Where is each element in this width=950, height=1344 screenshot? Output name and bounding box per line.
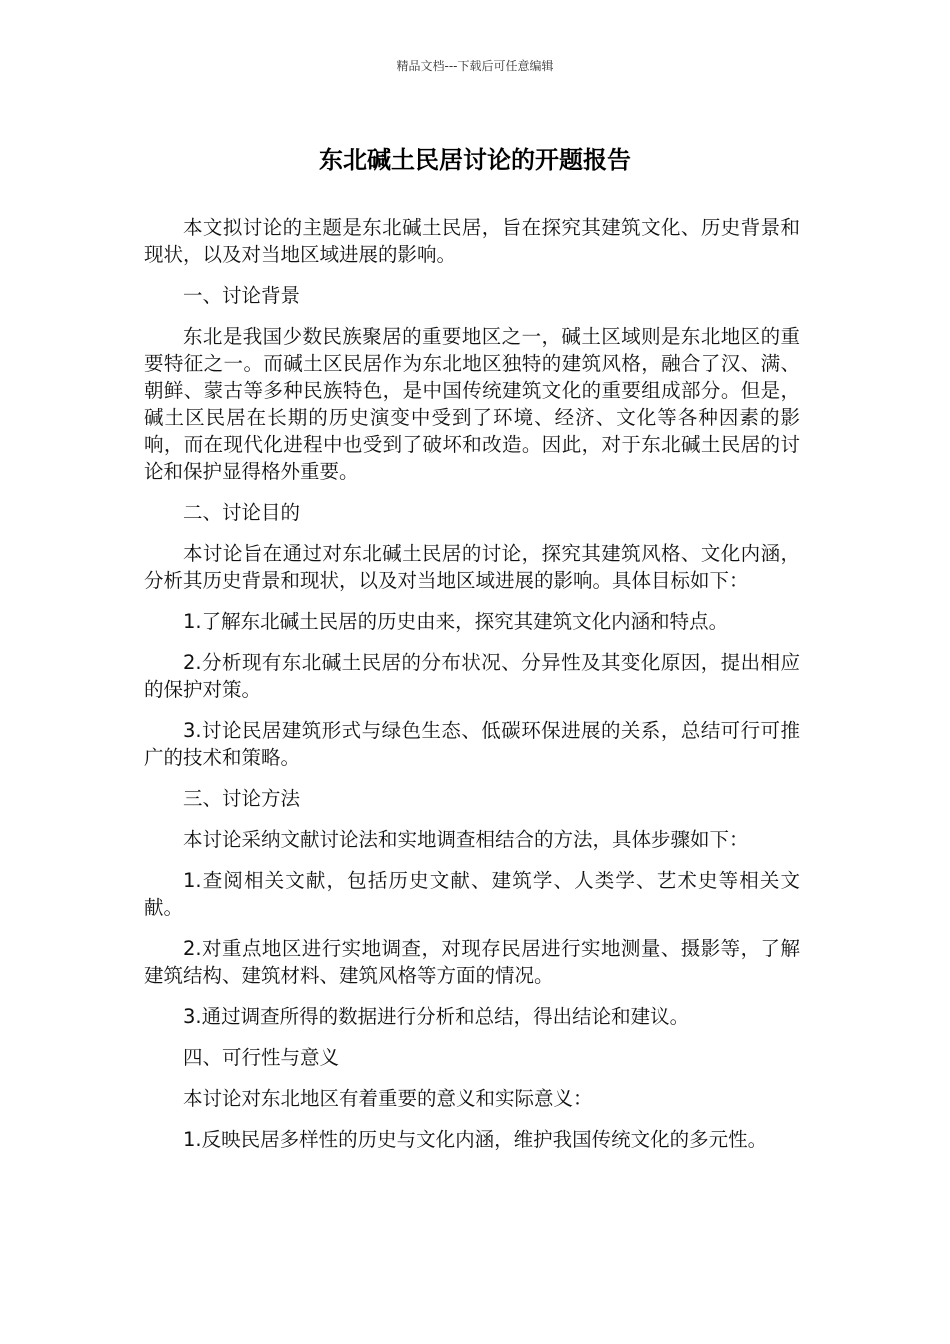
section-heading-purpose: 二、讨论目的: [183, 501, 301, 524]
method-item-1: 1.查阅相关文献，包括历史文献、建筑学、人类学、艺术史等相关文献。: [144, 869, 800, 919]
purpose-item-1: 1.了解东北碱土民居的历史由来，探究其建筑文化内涵和特点。: [183, 610, 729, 633]
section-heading-background: 一、讨论背景: [183, 284, 301, 307]
significance-item-1: 1.反映民居多样性的历史与文化内涵，维护我国传统文化的多元性。: [183, 1128, 768, 1151]
purpose-paragraph: 本讨论旨在通过对东北碱土民居的讨论，探究其建筑风格、文化内涵，分析其历史背景和现状，以及对当地区域进展的影响。具体目标如下：: [144, 542, 800, 592]
method-item-2: 2.对重点地区进行实地调查，对现存民居进行实地测量、摄影等，了解建筑结构、建筑材料、建筑风格等方面的情况。: [144, 937, 800, 987]
intro-paragraph: 本文拟讨论的主题是东北碱土民居，旨在探究其建筑文化、历史背景和现状，以及对当地区域进展的影响。: [144, 216, 800, 266]
purpose-item-3: 3.讨论民居建筑形式与绿色生态、低碳环保进展的关系，总结可行可推广的技术和策略。: [144, 719, 800, 769]
section-heading-significance: 四、可行性与意义: [183, 1046, 340, 1069]
purpose-item-2: 2.分析现有东北碱土民居的分布状况、分异性及其变化原因，提出相应的保护对策。: [144, 651, 800, 701]
method-item-3: 3.通过调查所得的数据进行分析和总结，得出结论和建议。: [183, 1005, 690, 1028]
background-paragraph: 东北是我国少数民族聚居的重要地区之一，碱土区域则是东北地区的重要特征之一。而碱土区民居作为东北地区独特的建筑风格，融合了汉、满、朝鲜、蒙古等多种民族特色，是中国传统建筑文化的重要组成部分。但是，碱土区民居在长期的历史演变中受到了环境、经济、文化等各种因素的影响，而在现代化进程中也受到了破坏和改造。因此，对于东北碱土民居的讨论和保护显得格外重要。: [144, 325, 800, 483]
section-heading-method: 三、讨论方法: [183, 787, 301, 810]
document-body: [144, 214, 800, 1167]
document-title: 东北碱土民居讨论的开题报告: [319, 146, 631, 174]
significance-paragraph: 本讨论对东北地区有着重要的意义和实际意义：: [183, 1087, 593, 1110]
method-paragraph: 本讨论采纳文献讨论法和实地调查相结合的方法，具体步骤如下：: [183, 828, 749, 851]
header-note: 精品文档---下载后可任意编辑: [396, 59, 554, 73]
